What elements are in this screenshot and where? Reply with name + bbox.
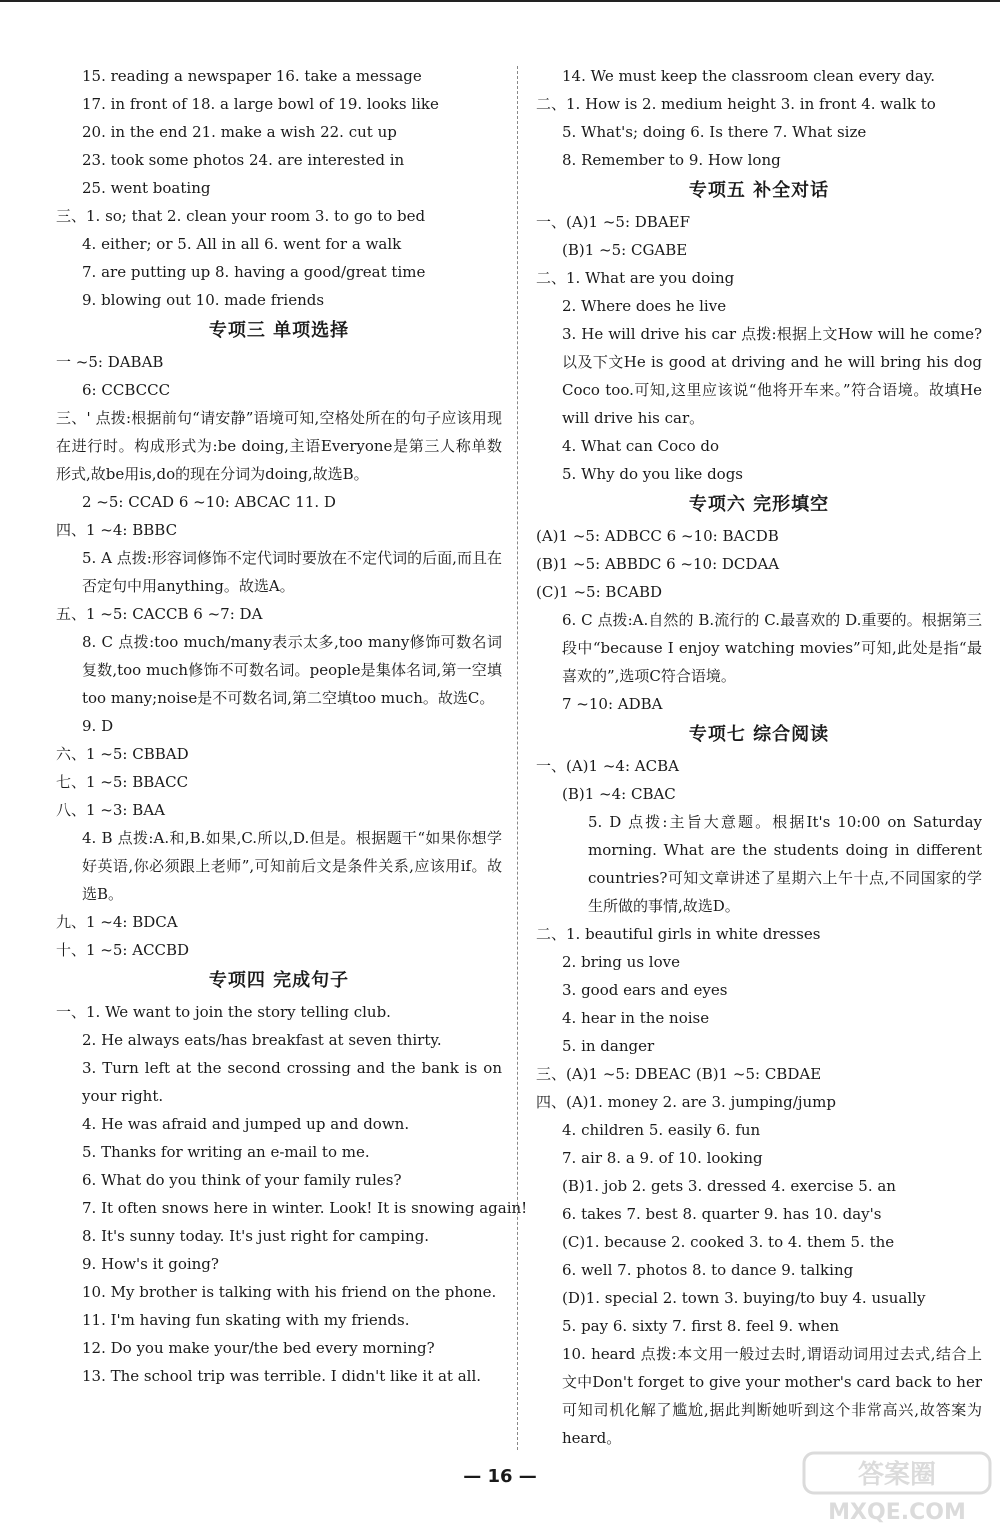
- answer-line: 4. He was afraid and jumped up and down.: [82, 1115, 410, 1133]
- answer-line: 9. How's it going?: [82, 1255, 219, 1273]
- answer-line: 13. The school trip was terrible. I didn't like it at all.: [82, 1367, 482, 1385]
- answer-line: 四、(A)1. money 2. are 3. jumping/jump: [536, 1093, 836, 1111]
- answer-line: 8. C 点拨:too much/many表示太多,too many修饰可数名词复数,too much修饰不可数名词。people是集体名词,第一空填too many;noise是不可数名词,第二空填too much。故选C。: [82, 633, 502, 707]
- section-heading: 专项五 补全对话: [688, 180, 830, 201]
- answer-line: 4. children 5. easily 6. fun: [562, 1121, 761, 1139]
- answer-line: (C)1. because 2. cooked 3. to 4. them 5. the: [562, 1233, 895, 1251]
- svg-text:MXQE.COM: MXQE.COM: [828, 1500, 966, 1525]
- answer-line: 10. My brother is talking with his friend on the phone.: [82, 1283, 497, 1301]
- answer-line: 8. It's sunny today. It's just right for camping.: [82, 1227, 430, 1245]
- answer-line: 2. Where does he live: [562, 297, 727, 315]
- answer-line: (D)1. special 2. town 3. buying/to buy 4. usually: [562, 1289, 926, 1307]
- answer-line: 6. takes 7. best 8. quarter 9. has 10. day's: [562, 1205, 882, 1223]
- answer-line: 5. A 点拨:形容词修饰不定代词时要放在不定代词的后面,而且在否定句中用anything。故选A。: [82, 549, 502, 595]
- answer-line: 9. D: [82, 717, 114, 735]
- answer-line: 一、1. We want to join the story telling club.: [56, 1003, 391, 1021]
- section-heading: 专项六 完形填空: [688, 494, 830, 515]
- answer-line: 二、1. beautiful girls in white dresses: [536, 925, 821, 943]
- answer-line: 十、1 ~5: ACCBD: [56, 941, 190, 959]
- answer-line: 7 ~10: ADBA: [562, 695, 663, 713]
- answer-line: 八、1 ~3: BAA: [56, 801, 165, 819]
- section-heading: 专项四 完成句子: [208, 970, 350, 991]
- answer-line: 6. What do you think of your family rules?: [82, 1171, 402, 1189]
- top-rule: [0, 0, 1000, 2]
- answer-line: 三、' 点拨:根据前句“请安静”语境可知,空格处所在的句子应该用现在进行时。构成形式为:be doing,主语Everyone是第三人称单数形式,故be用is,do的现在分词为doing,故选B。: [56, 409, 502, 483]
- answer-line: 四、1 ~4: BBBC: [56, 521, 178, 539]
- answer-line: 4. hear in the noise: [562, 1009, 710, 1027]
- watermark-logo: [802, 1449, 992, 1525]
- answer-line: 5. What's; doing 6. Is there 7. What size: [562, 123, 867, 141]
- answer-line: 11. I'm having fun skating with my friends.: [82, 1311, 410, 1329]
- answer-line: 8. Remember to 9. How long: [562, 151, 781, 169]
- answer-line: 15. reading a newspaper 16. take a message: [82, 67, 422, 85]
- answer-line: (A)1 ~5: ADBCC 6 ~10: BACDB: [536, 527, 779, 545]
- answer-line: (B)1 ~5: ABBDC 6 ~10: DCDAA: [536, 555, 780, 573]
- answer-line: 3. good ears and eyes: [562, 981, 728, 999]
- answer-line: 2 ~5: CCAD 6 ~10: ABCAC 11. D: [82, 493, 336, 511]
- answer-line: 一 ~5: DABAB: [56, 353, 164, 371]
- answer-line: 10. heard 点拨:本文用一般过去时,谓语动词用过去式,结合上文中Don't forget to give your mother's card back to her可知司机化解了尴尬,据此判断她听到这个非常高兴,故答案为heard。: [562, 1345, 982, 1447]
- answer-line: 三、1. so; that 2. clean your room 3. to go to bed: [56, 207, 426, 225]
- answer-line: 25. went boating: [82, 179, 211, 197]
- answer-line: 二、1. What are you doing: [536, 269, 735, 287]
- answer-line: 5. Why do you like dogs: [562, 465, 743, 483]
- answer-line: (B)1. job 2. gets 3. dressed 4. exercise 5. an: [562, 1177, 896, 1195]
- answer-line: 5. Thanks for writing an e-mail to me.: [82, 1143, 370, 1161]
- section-heading: 专项七 综合阅读: [688, 724, 830, 745]
- answer-line: 9. blowing out 10. made friends: [82, 291, 325, 309]
- answer-line: 3. Turn left at the second crossing and the bank is on your right.: [82, 1059, 502, 1105]
- answer-line: 6. well 7. photos 8. to dance 9. talking: [562, 1261, 854, 1279]
- answer-line: 二、1. How is 2. medium height 3. in front 4. walk to: [536, 95, 936, 113]
- right-column: [536, 62, 982, 1452]
- answer-line: 九、1 ~4: BDCA: [56, 913, 178, 931]
- column-divider: [517, 66, 518, 1450]
- answer-line: 14. We must keep the classroom clean every day.: [562, 67, 936, 85]
- answer-line: 六、1 ~5: CBBAD: [56, 745, 189, 763]
- answer-line: 23. took some photos 24. are interested in: [82, 151, 405, 169]
- section-heading: 专项三 单项选择: [208, 320, 350, 341]
- answer-line: 5. in danger: [562, 1037, 655, 1055]
- answer-line: 3. He will drive his car 点拨:根据上文How will he come?以及下文He is good at driving and he will bring his dog Coco too.可知,这里应该说“他将开车来。”符合语境。故填He will drive his car。: [562, 325, 982, 427]
- svg-text:答案圈: 答案圈: [857, 1460, 937, 1490]
- answer-line: 4. either; or 5. All in all 6. went for a walk: [82, 235, 402, 253]
- answer-line: 2. He always eats/has breakfast at seven thirty.: [82, 1031, 442, 1049]
- answer-line: 五、1 ~5: CACCB 6 ~7: DA: [56, 605, 263, 623]
- answer-line: 7. are putting up 8. having a good/great time: [82, 263, 426, 281]
- answer-line: 5. D 点拨:主旨大意题。根据It's 10:00 on Saturday morning. What are the students doing in different countries?可知文章讲述了星期六上午十点,不同国家的学生所做的事情,故选D。: [588, 813, 982, 915]
- answer-line: 6: CCBCCC: [82, 381, 171, 399]
- answer-line: 4. B 点拨:A.和,B.如果,C.所以,D.但是。根据题干“如果你想学好英语,你必须跟上老师”,可知前后文是条件关系,应该用if。故选B。: [82, 829, 502, 903]
- answer-line: (B)1 ~5: CGABE: [562, 241, 688, 259]
- answer-line: 4. What can Coco do: [562, 437, 720, 455]
- answer-line: 一、(A)1 ~5: DBAEF: [536, 213, 691, 231]
- answer-line: 七、1 ~5: BBACC: [56, 773, 189, 791]
- answer-line: 6. C 点拨:A.自然的 B.流行的 C.最喜欢的 D.重要的。根据第三段中“because I enjoy watching movies”可知,此处是指“最喜欢的”,选项C符合语境。: [562, 611, 982, 685]
- answer-line: 7. It often snows here in winter. Look! It is snowing again!: [82, 1199, 528, 1217]
- answer-line: 20. in the end 21. make a wish 22. cut up: [82, 123, 397, 141]
- answer-line: 一、(A)1 ~4: ACBA: [536, 757, 679, 775]
- answer-line: (C)1 ~5: BCABD: [536, 583, 663, 601]
- answer-line: 三、(A)1 ~5: DBEAC (B)1 ~5: CBDAE: [536, 1065, 822, 1083]
- answer-line: 12. Do you make your/the bed every morning?: [82, 1339, 435, 1357]
- answer-line: 2. bring us love: [562, 953, 680, 971]
- left-column: [56, 62, 528, 1390]
- answer-line: 5. pay 6. sixty 7. first 8. feel 9. when: [562, 1317, 839, 1335]
- page-number: — 16 —: [463, 1466, 537, 1487]
- answer-line: 17. in front of 18. a large bowl of 19. looks like: [82, 95, 439, 113]
- answer-line: 7. air 8. a 9. of 10. looking: [562, 1149, 763, 1167]
- answer-line: (B)1 ~4: CBAC: [562, 785, 676, 803]
